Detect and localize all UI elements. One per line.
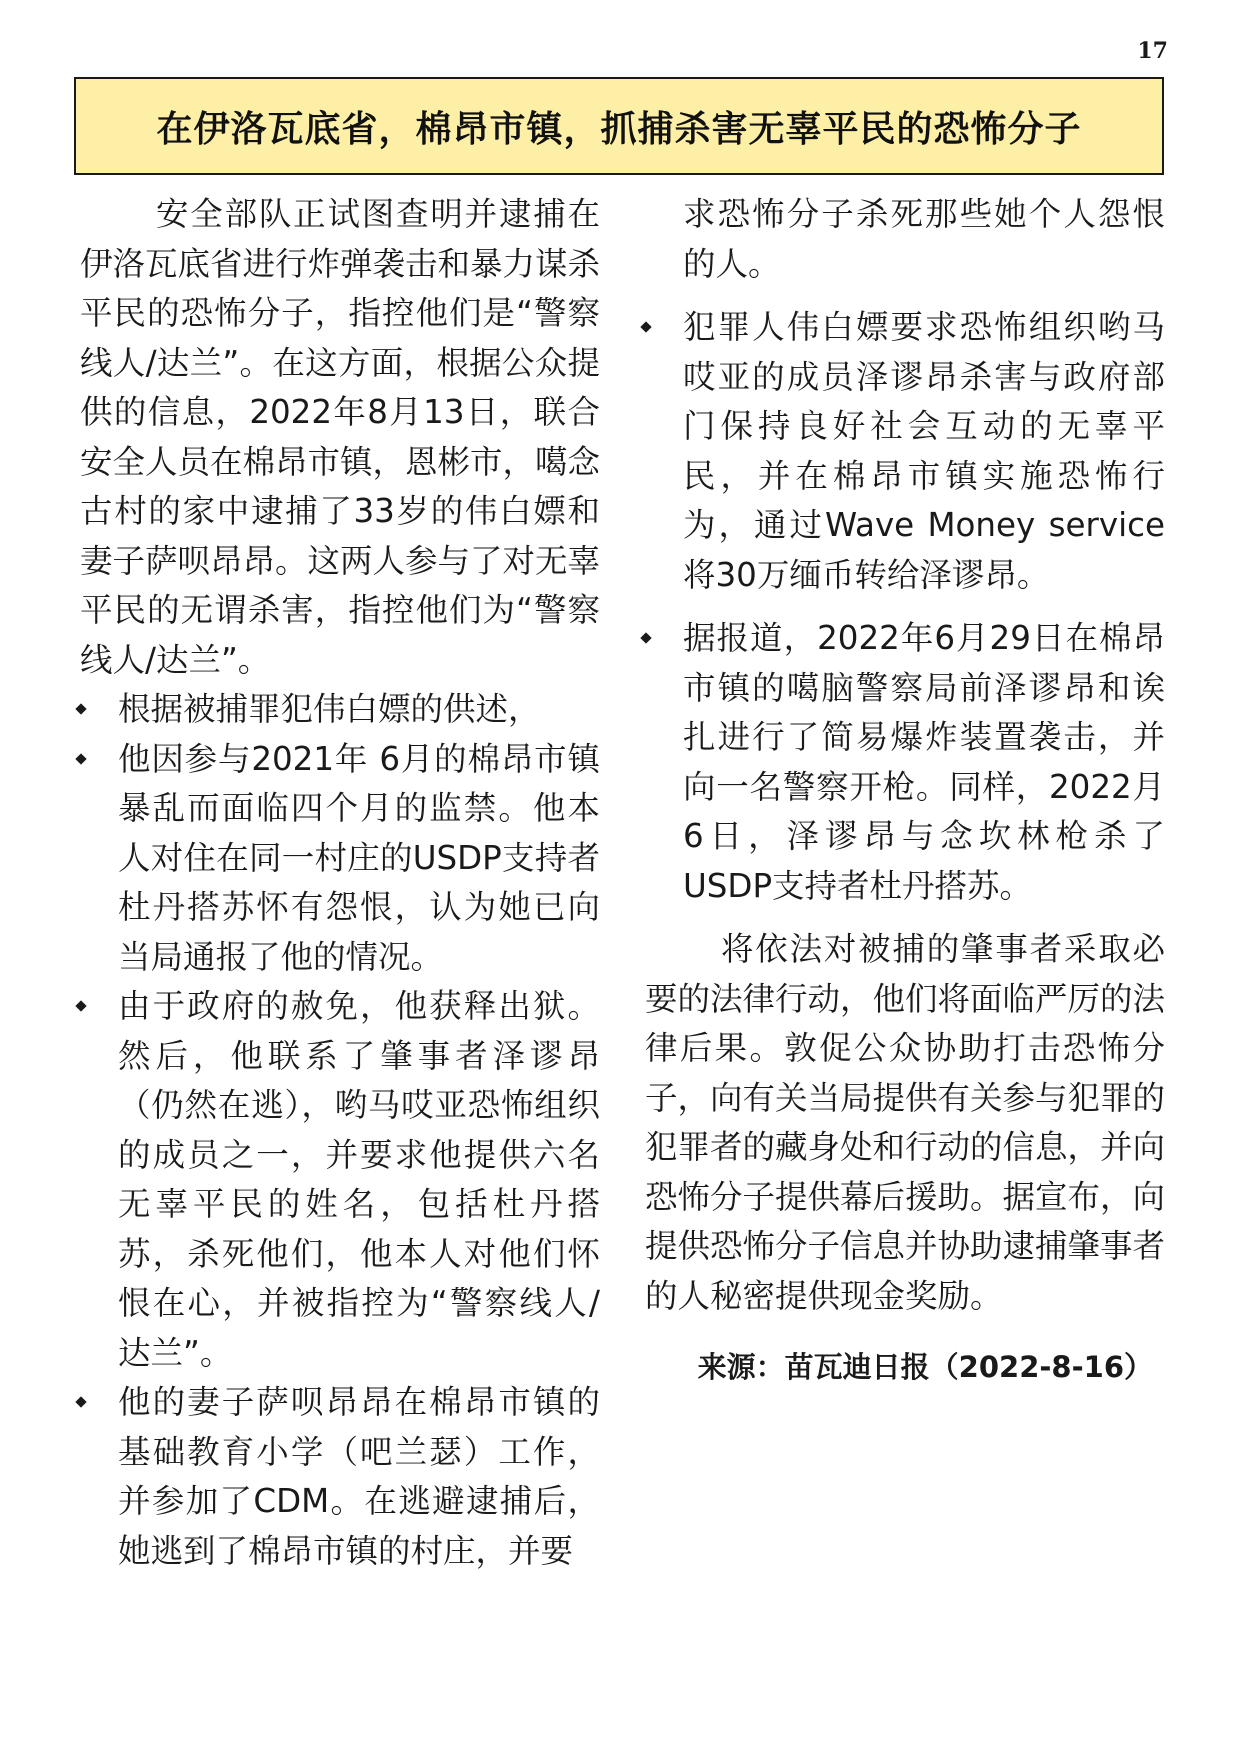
list-item xyxy=(80,735,600,983)
intro-paragraph: 安全部队正试图查明并逮捕在伊洛瓦底省进行炸弹袭击和暴力谋杀平民的恐怖分子，指控他们是“警察线人/达兰”。在这方面，根据公众提供的信息，2022年8月13日，联合安全人员在棉昂市镇，恩彬市，噶念古村的家中逮捕了33岁的伟白嫖和妻子萨呗昂昂。这两人参与了对无辜平民的无谓杀害，指控他们为“警察线人/达兰”。 xyxy=(80,195,601,679)
right-column xyxy=(645,190,1165,1393)
list-item-text: 据报道，2022年6月29日在棉昂市镇的噶脑警察局前泽谬昂和诶扎进行了简易爆炸装置袭击，并向一名警察开枪。同样，2022月6日，泽谬昂与念坎林枪杀了USDP支持者杜丹搭苏。 xyxy=(683,619,1165,905)
headline: 在伊洛瓦底省，棉昂市镇，抓捕杀害无辜平民的恐怖分子 xyxy=(156,108,1082,150)
list-item xyxy=(80,685,600,735)
bullet-icon xyxy=(75,1000,86,1011)
list-item-text: 犯罪人伟白嫖要求恐怖组织哟马哎亚的成员泽谬昂杀害与政府部门保持良好社会互动的无辜平民，并在棉昂市镇实施恐怖行为，通过Wave Money service将30万缅币转给泽谬昂。 xyxy=(683,308,1165,594)
closing-paragraph: 将依法对被捕的肇事者采取必要的法律行动，他们将面临严厉的法律后果。敦促公众协助打击恐怖分子，向有关当局提供有关参与犯罪的犯罪者的藏身处和行动的信息，并向恐怖分子提供幕后援助。据宣布，向提供恐怖分子信息并协助逮捕肇事者的人秘密提供现金奖励。 xyxy=(645,930,1166,1315)
bullet-icon xyxy=(75,703,86,714)
bullet-icon xyxy=(75,1396,86,1407)
bullet-icon xyxy=(640,632,651,643)
page-number: 17 xyxy=(1137,38,1168,64)
list-item-text: 他的妻子萨呗昂昂在棉昂市镇的基础教育小学（吧兰瑟）工作，并参加了CDM。在逃避逮捕后，她逃到了棉昂市镇的村庄，并要 xyxy=(118,1383,600,1570)
list-item xyxy=(645,303,1165,600)
list-item-text: 由于政府的赦免，他获释出狱。然后，他联系了肇事者泽谬昂（仍然在逃），哟马哎亚恐怖组织的成员之一，并要求他提供六名无辜平民的姓名，包括杜丹搭苏，杀死他们，他本人对他们怀恨在心，并被指控为“警察线人/达兰”。 xyxy=(118,987,600,1372)
bullet-icon xyxy=(640,321,651,332)
list-item-text: 根据被捕罪犯伟白嫖的供述， xyxy=(118,690,541,728)
list-item-text: 他因参与2021年 6月的棉昂市镇暴乱而面临四个月的监禁。他本人对住在同一村庄的USDP支持者杜丹搭苏怀有怨恨，认为她已向当局通报了他的情况。 xyxy=(118,739,600,976)
continued-text: 求恐怖分子杀死那些她个人怨恨的人。 xyxy=(683,195,1165,283)
headline-box xyxy=(74,77,1164,175)
left-column xyxy=(80,190,600,1576)
source-credit: 来源：苗瓦迪日报（2022-8-16） xyxy=(697,1350,1153,1384)
list-item xyxy=(80,1378,600,1576)
bullet-icon xyxy=(75,753,86,764)
list-item xyxy=(80,982,600,1378)
list-item xyxy=(645,614,1165,911)
